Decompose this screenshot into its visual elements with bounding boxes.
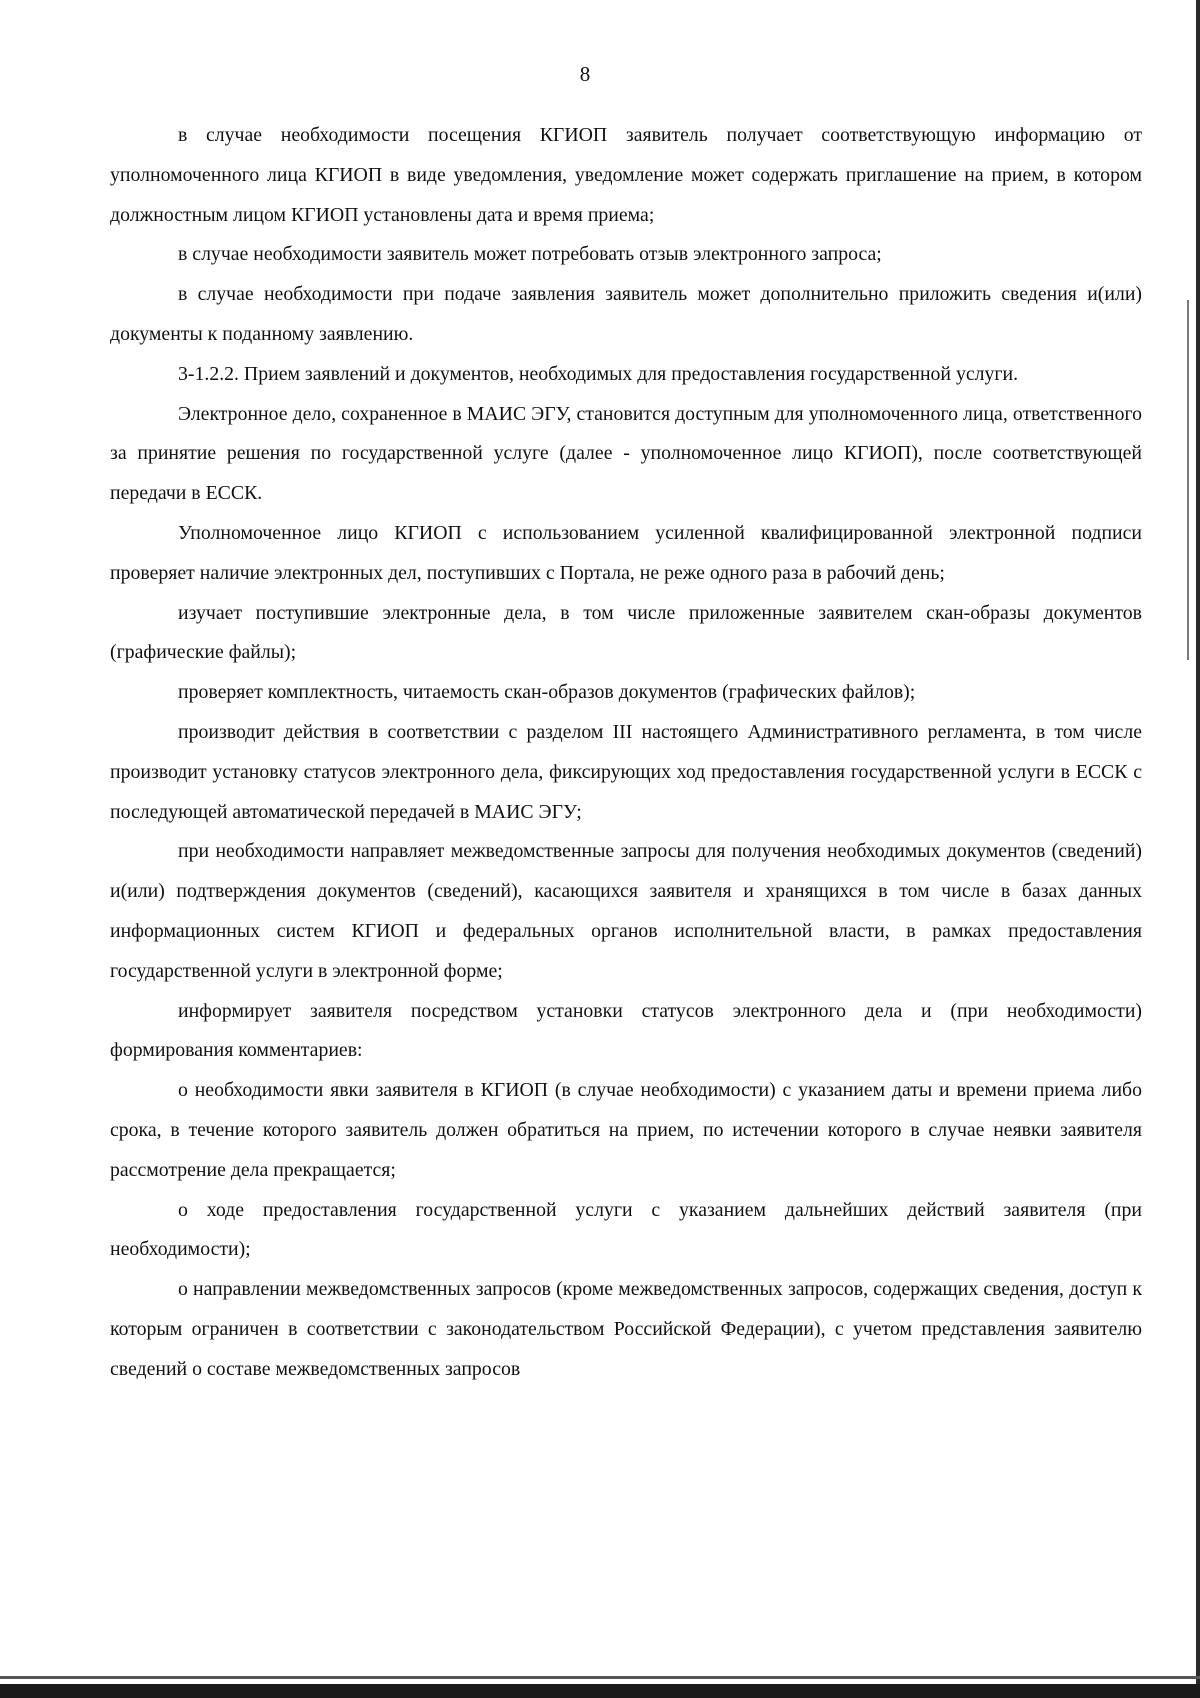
paragraph: при необходимости направляет межведомственные запросы для получения необходимых документов (сведений) и(или) подтверждения документов (сведений), касающихся заявителя и хранящихся в том числе в базах данных информационных систем КГИОП и федеральных органов исполнительной власти, в рамках предоставления государственной услуги в электронной форме; bbox=[110, 840, 1142, 982]
paragraph: информирует заявителя посредством установки статусов электронного дела и (при необходимости) формирования комментариев: bbox=[110, 999, 1142, 1062]
paragraph: проверяет комплектность, читаемость скан-образов документов (графических файлов); bbox=[178, 681, 916, 704]
paragraph: в случае необходимости заявитель может потребовать отзыв электронного запроса; bbox=[178, 243, 882, 266]
scan-bottom-line bbox=[0, 1676, 1200, 1679]
section-heading-paragraph: 3-1.2.2. Прием заявлений и документов, необходимых для предоставления государственной услуги. bbox=[178, 362, 1019, 385]
paragraph: изучает поступившие электронные дела, в том числе приложенные заявителем скан-образы документов (графические файлы); bbox=[110, 601, 1142, 664]
paragraph: Уполномоченное лицо КГИОП с использованием усиленной квалифицированной электронной подписи проверяет наличие электронных дел, поступивших с Портала, не реже одного раза в рабочий день; bbox=[110, 521, 1142, 584]
paragraph: Электронное дело, сохраненное в МАИС ЭГУ, становится доступным для уполномоченного лица, ответственного за принятие решения по государственной услуге (далее - уполномоченное лицо КГИОП), после соответствующей передачи в ЕССК. bbox=[110, 402, 1142, 505]
paragraph: о ходе предоставления государственной услуги с указанием дальнейших действий заявителя (при необходимости); bbox=[110, 1198, 1142, 1261]
page-number: 8 bbox=[579, 62, 591, 86]
scan-right-border bbox=[1196, 0, 1200, 1698]
document-body bbox=[110, 116, 1142, 1390]
scan-bottom-border bbox=[0, 1684, 1200, 1698]
paragraph: о направлении межведомственных запросов (кроме межведомственных запросов, содержащих сведения, доступ к которым ограничен в соответствии с законодательством Российской Федерации), с учетом представления заявителю сведений о составе межведомственных запросов bbox=[110, 1278, 1142, 1380]
paragraph: о необходимости явки заявителя в КГИОП (в случае необходимости) с указанием даты и времени приема либо срока, в течение которого заявитель должен обратиться на прием, по истечении которого в случае неявки заявителя рассмотрение дела прекращается; bbox=[110, 1079, 1142, 1181]
scan-edge-shadow bbox=[1187, 300, 1189, 660]
paragraph: в случае необходимости при подаче заявления заявитель может дополнительно приложить сведения и(или) документы к поданному заявлению. bbox=[110, 283, 1142, 345]
paragraph: в случае необходимости посещения КГИОП заявитель получает соответствующую информацию от уполномоченного лица КГИОП в виде уведомления, уведомление может содержать приглашение на прием, в котором должностным лицом КГИОП установлены дата и время приема; bbox=[110, 124, 1142, 226]
paragraph: производит действия в соответствии с разделом III настоящего Административного регламента, в том числе производит установку статусов электронного дела, фиксирующих ход предоставления государственной услуги в ЕССК с последующей автоматической передачей в МАИС ЭГУ; bbox=[110, 720, 1142, 823]
